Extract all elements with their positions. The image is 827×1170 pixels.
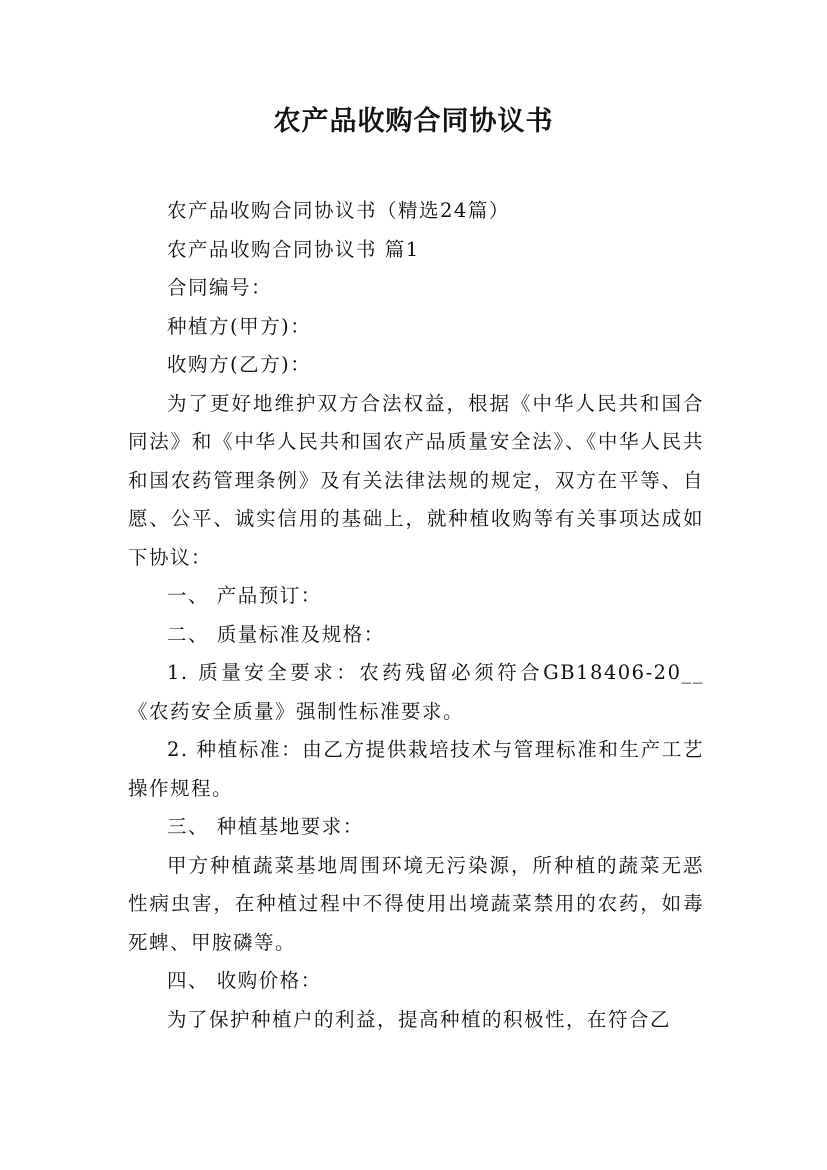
paragraph-section-title: 农产品收购合同协议书 篇1 — [167, 237, 420, 261]
paragraph-clause-3-body: 甲方种植蔬菜基地周围环境无污染源，所种植的蔬菜无恶性病虫害，在种植过程中不得使用出境蔬菜禁用的农药，如毒死蜱、甲胺磷等。 — [128, 853, 704, 954]
paragraph-preamble: 为了更好地维护双方合法权益，根据《中华人民共和国合同法》和《中华人民共和国农产品质量安全法》、《中华人民共和国农药管理条例》及有关法律法规的规定，双方在平等、自愿、公平、诚实信用的基础上，就种植收购等有关事项达成如下协议： — [128, 391, 704, 569]
paragraph-clause-4: 四、 收购价格： — [167, 969, 322, 992]
paragraph-contract-number: 合同编号： — [167, 276, 273, 299]
paragraph-clause-3: 三、 种植基地要求： — [167, 815, 364, 838]
paragraph-clause-2-item-2: 2. 种植标准：由乙方提供栽培技术与管理标准和生产工艺操作规程。 — [128, 738, 704, 800]
paragraph-clause-1: 一、 产品预订： — [167, 584, 322, 607]
paragraph-clause-4-body: 为了保护种植户的利益，提高种植的积极性，在符合乙 — [167, 1007, 672, 1031]
paragraph-party-a: 种植方(甲方)： — [167, 314, 312, 338]
paragraph-heading-selection: 农产品收购合同协议书（精选24篇） — [167, 199, 510, 222]
document-body — [128, 192, 704, 1039]
paragraph-clause-2-item-1: 1. 质量安全要求：农药残留必须符合GB18406-20__《农药安全质量》强制性标准要求。 — [128, 661, 704, 723]
paragraph-clause-2: 二、 质量标准及规格： — [167, 622, 385, 646]
document-title: 农产品收购合同协议书 — [273, 106, 554, 137]
paragraph-party-b: 收购方(乙方)： — [167, 353, 312, 376]
